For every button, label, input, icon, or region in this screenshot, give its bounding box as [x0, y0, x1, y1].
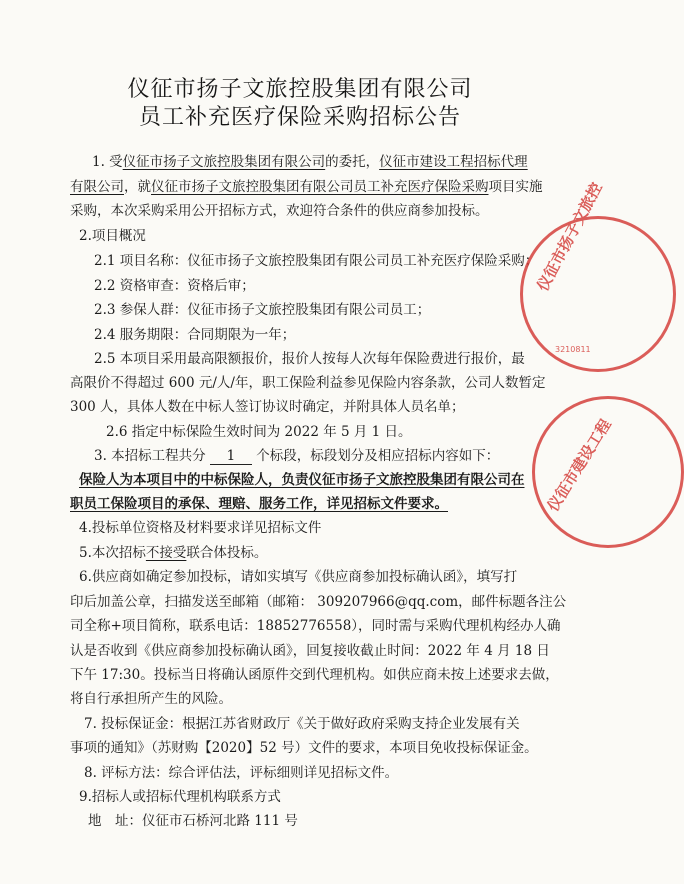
item-2-2: 2.2 资格审查：资格后审； [94, 278, 255, 294]
item-2-1: 2.1 项目名称：仪征市扬子文旅控股集团有限公司员工补充医疗保险采购； [94, 253, 539, 269]
item-2-6: 2.6 指定中标保险生效时间为 2022 年 5 月 1 日。 [106, 424, 412, 440]
section-6-line4: 认是否收到《供应商参加投标确认函》，回复接收截止时间：2022 年 4 月 18 日 [70, 643, 550, 659]
section-3-scope-line1: 保险人为本项目中的中标保险人，负责仪征市扬子文旅控股集团有限公司在 [79, 472, 525, 488]
section-1-line3: 采购，本次采购采用公开招标方式，欢迎符合条件的供应商参加投标。 [70, 203, 489, 219]
section-6-line3: 司全称+项目简称，联系电话：18852776558），同时需与采购代理机构经办人确 [70, 618, 561, 634]
section-5: 5.本次招标不接受联合体投标。 [79, 545, 268, 561]
item-2-5-line3: 300 人，具体人数在中标人签订协议时确定，并附具体人员名单； [70, 399, 465, 415]
company-seal-code: 3210811 [555, 345, 591, 354]
item-2-4: 2.4 服务期限：合同期限为一年； [94, 327, 296, 343]
document-title-line2: 员工补充医疗保险采购招标公告 [138, 105, 461, 130]
section-7-line1: 7. 投标保证金：根据江苏省财政厅《关于做好政府采购支持企业发展有关 [84, 716, 520, 732]
document-title-line1: 仪征市扬子文旅控股集团有限公司 [127, 77, 473, 102]
section-6-line1: 6.供应商如确定参加投标，请如实填写《供应商参加投标确认函》，填写打 [79, 569, 518, 585]
section-1-line1: 1. 受仪征市扬子文旅控股集团有限公司的委托，仪征市建设工程招标代理 [92, 154, 528, 170]
address-line: 地 址：仪征市石桥河北路 111 号 [88, 813, 298, 829]
section-3: 3. 本招标工程共分 1 个标段，标段划分及相应招标内容如下： [94, 448, 500, 464]
item-2-5-line2: 高限价不得超过 600 元/人/年，职工保险利益参见保险内容条款，公司人数暂定 [70, 375, 546, 391]
agency-seal-stamp [532, 396, 684, 548]
section-2-heading: 2.项目概况 [79, 228, 146, 244]
company-seal-stamp [520, 179, 676, 372]
section-4: 4.投标单位资格及材料要求详见招标文件 [79, 520, 322, 536]
section-6-line5: 下午 17:30。投标当日将确认函原件交到代理机构。如供应商未按上述要求去做， [70, 667, 559, 683]
section-7-line2: 事项的通知》（苏财购【2020】52 号）文件的要求，本项目免收投标保证金。 [70, 740, 538, 756]
company-seal-text: 仪征市扬子文旅控 [533, 179, 606, 294]
section-6-line6: 将自行承担所产生的风险。 [70, 691, 232, 707]
item-2-3: 2.3 参保人群：仪征市扬子文旅控股集团有限公司员工； [94, 302, 431, 318]
section-1-line2: 有限公司，就仪征市扬子文旅控股集团有限公司员工补充医疗保险采购项目实施 [70, 179, 543, 195]
agency-seal-text: 仪征市建设工程 [543, 415, 615, 515]
section-9: 9.招标人或招标代理机构联系方式 [79, 789, 281, 805]
section-6-line2: 印后加盖公章，扫描发送至邮箱（邮箱： 309207966@qq.com，邮件标题各注公 [70, 594, 567, 610]
item-2-5-line1: 2.5 本项目采用最高限额报价，报价人按每人次每年保险费进行报价，最 [94, 351, 525, 367]
section-8: 8. 评标方法：综合评估法，评标细则详见招标文件。 [84, 765, 399, 781]
section-3-scope-line2: 职员工保险项目的承保、理赔、服务工作，详见招标文件要求。 [70, 496, 448, 512]
